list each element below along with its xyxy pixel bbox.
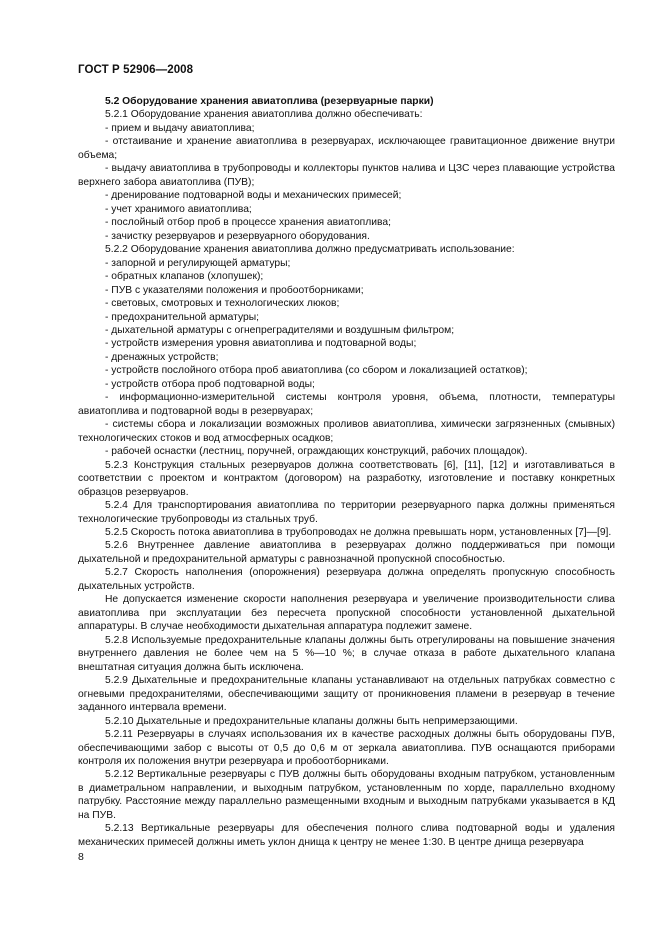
paragraph: 5.2.3 Конструкция стальных резервуаров должна соответствовать [6], [11], [12] и изготавливаться в соответствии с проектом и контрактом (договором) на разработку, изготовление и поставку конкретных образцов резервуаров. bbox=[78, 459, 615, 498]
list-item: - ПУВ с указателями положения и пробоотборниками; bbox=[105, 284, 364, 296]
document-header: ГОСТ Р 52906—2008 bbox=[78, 64, 194, 76]
list-item: - устройств измерения уровня авиатоплива и подтоварной воды; bbox=[105, 338, 417, 350]
paragraph: 5.2.13 Вертикальные резервуары для обеспечения полного слива подтоварной воды и удаления механических примесей должны иметь уклон днища к центру не менее 1:30. В центре днища резервуара bbox=[78, 823, 615, 848]
list-item: - отстаивание и хранение авиатоплива в резервуарах, исключающее гравитационное движение внутри объема; bbox=[78, 136, 615, 161]
list-item: - зачистку резервуаров и резервуарного оборудования. bbox=[105, 230, 370, 242]
list-item: - устройств отбора проб подтоварной воды; bbox=[105, 378, 315, 390]
list-item: - системы сбора и локализации возможных проливов авиатоплива, химически загрязненных (смывных) технологических стоков и вод атмосферных осадков; bbox=[78, 419, 615, 444]
paragraph: 5.2.9 Дыхательные и предохранительные клапаны устанавливают на отдельных патрубках совместно с огневыми предохранителями, обеспечивающими защиту от проникновения пламени в резервуар в течение заданного интервала времени. bbox=[78, 675, 615, 714]
paragraph: Не допускается изменение скорости наполнения резервуара и увеличение производительности слива авиатоплива при эксплуатации без пересчета пропускной способности установленной дыхательной аппаратуры. В случае необходимости дыхательная аппаратура подлежит замене. bbox=[78, 594, 615, 633]
document-body bbox=[78, 95, 615, 849]
list-item: - выдачу авиатоплива в трубопроводы и коллекторы пунктов налива и ЦЗС через плавающие устройства верхнего забора авиатоплива (ПУВ); bbox=[78, 163, 615, 188]
paragraph: 5.2.10 Дыхательные и предохранительные клапаны должны быть непримерзающими. bbox=[105, 715, 518, 727]
list-item: - устройств послойного отбора проб авиатоплива (со сбором и локализацией остатков); bbox=[105, 365, 528, 377]
paragraph: 5.2.5 Скорость потока авиатоплива в трубопроводах не должна превышать норм, установленных [7]—[9]. bbox=[105, 527, 612, 538]
list-item: - учет хранимого авиатоплива; bbox=[105, 203, 252, 215]
list-item: - рабочей оснастки (лестниц, поручней, ограждающих конструкций, рабочих площадок). bbox=[105, 446, 528, 458]
list-item: - информационно-измерительной системы контроля уровня, объема, плотности, температуры авиатоплива и подтоварной воды в резервуарах; bbox=[78, 392, 615, 417]
list-item: - прием и выдачу авиатоплива; bbox=[105, 122, 255, 134]
section-heading: 5.2 Оборудование хранения авиатоплива (резервуарные парки) bbox=[105, 96, 434, 107]
paragraph: 5.2.2 Оборудование хранения авиатоплива должно предусматривать использование: bbox=[105, 244, 515, 256]
list-item: - запорной и регулирующей арматуры; bbox=[105, 257, 291, 269]
list-item: - дренирование подтоварной воды и механических примесей; bbox=[105, 190, 402, 202]
paragraph: 5.2.8 Используемые предохранительные клапаны должны быть отрегулированы на повышение значения внутреннего давления не более чем на 5 %—10 %; в случае отказа в работе дыхательного клапана внештатная ситуация должна быть исключена. bbox=[78, 634, 615, 673]
list-item: - послойный отбор проб в процессе хранения авиатоплива; bbox=[105, 217, 391, 229]
paragraph: 5.2.4 Для транспортирования авиатоплива по территории резервуарного парка должны применяться технологические трубопроводы из стальных труб. bbox=[78, 500, 615, 525]
paragraph: 5.2.1 Оборудование хранения авиатоплива должно обеспечивать: bbox=[105, 109, 423, 121]
list-item: - дренажных устройств; bbox=[105, 351, 219, 363]
paragraph: 5.2.11 Резервуары в случаях использования их в качестве расходных должны быть оборудованы ПУВ, обеспечивающими забор с высоты от 0,5 до 0,6 м от зеркала авиатоплива. ПУВ оснащаются приборами контроля их положения внутри резервуара и пробоотборниками. bbox=[78, 729, 615, 767]
list-item: - обратных клапанов (хлопушек); bbox=[105, 271, 264, 283]
list-item: - световых, смотровых и технологических люков; bbox=[105, 298, 340, 310]
paragraph: 5.2.7 Скорость наполнения (опорожнения) резервуара должна определять пропускную способность дыхательных устройств. bbox=[78, 567, 615, 592]
paragraph: 5.2.12 Вертикальные резервуары с ПУВ должны быть оборудованы входным патрубком, установленным в диаметральном направлении, и выходным патрубком, установленным по хорде, параллельно входному патрубку. Расстояние между параллельно размещенными входным и выходным патрубками указывается в КД на ПУВ. bbox=[78, 769, 615, 821]
page-number: 8 bbox=[78, 851, 84, 863]
list-item: - предохранительной арматуры; bbox=[105, 311, 260, 323]
list-item: - дыхательной арматуры с огнепреградителями и воздушным фильтром; bbox=[105, 324, 455, 336]
paragraph: 5.2.6 Внутреннее давление авиатоплива в резервуарах должно поддерживаться при помощи дыхательной и предохранительной арматуры с равнозначной пропускной способностью. bbox=[78, 540, 615, 565]
